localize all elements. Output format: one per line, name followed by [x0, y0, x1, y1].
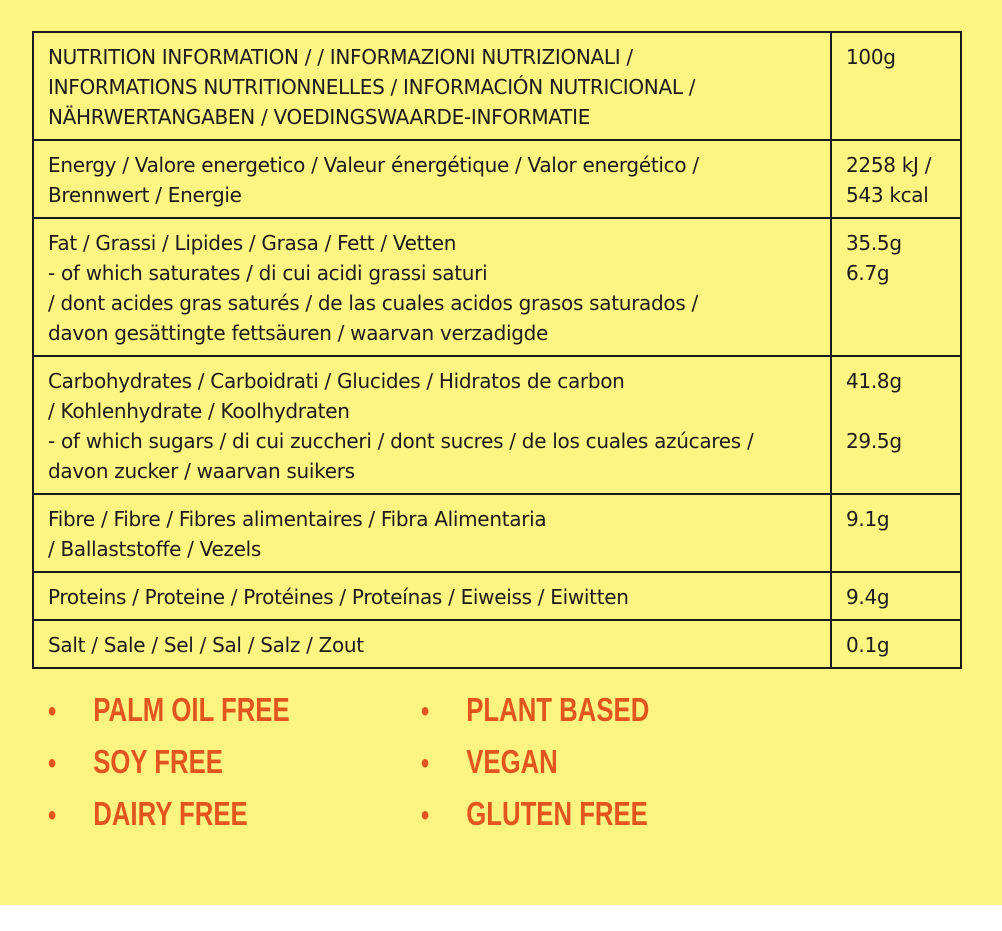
- row-value-cell: [831, 140, 961, 218]
- table-row-salt: [33, 620, 961, 668]
- row-label-line: davon zucker / waarvan suikers: [48, 459, 355, 483]
- bullet-icon: •: [421, 799, 430, 832]
- bullet-icon: •: [48, 799, 57, 832]
- table-header-row: [33, 32, 961, 140]
- bullet-icon: •: [421, 695, 430, 728]
- row-value-line: 9.4g: [846, 585, 890, 609]
- row-label-line: Fat / Grassi / Lipides / Grasa / Fett / Vetten: [48, 231, 457, 255]
- row-label-line: / dont acides gras saturés / de las cuales acidos grasos saturados /: [48, 291, 698, 315]
- claim-item: [421, 685, 649, 737]
- row-label-cell: [33, 140, 831, 218]
- row-label-line: Proteins / Proteine / Protéines / Proteínas / Eiweiss / Eiwitten: [48, 585, 629, 609]
- claim-label: PLANT BASED: [466, 691, 650, 728]
- row-value-line: 41.8g: [846, 369, 902, 393]
- row-label-cell: [33, 494, 831, 572]
- row-label-line: Energy / Valore energetico / Valeur énergétique / Valor energético /: [48, 153, 699, 177]
- claim-item: [421, 789, 649, 841]
- row-label-cell: [33, 572, 831, 620]
- row-value-cell: [831, 620, 961, 668]
- header-value-cell: [831, 32, 961, 140]
- claim-label: PALM OIL FREE: [93, 691, 290, 728]
- header-label-line: NÄHRWERTANGABEN / VOEDINGSWAARDE-INFORMATIE: [48, 105, 591, 129]
- row-label-line: Carbohydrates / Carboidrati / Glucides / Hidratos de carbon: [48, 369, 625, 393]
- header-label-cell: [33, 32, 831, 140]
- row-label-line: Salt / Sale / Sel / Sal / Salz / Zout: [48, 633, 364, 657]
- row-label-cell: [33, 218, 831, 356]
- row-value-line: 0.1g: [846, 633, 890, 657]
- claim-label: DAIRY FREE: [93, 795, 248, 832]
- bullet-icon: •: [421, 747, 430, 780]
- row-value-line: 9.1g: [846, 507, 890, 531]
- row-value-line: 543 kcal: [846, 183, 929, 207]
- bullet-icon: •: [48, 747, 57, 780]
- table-row-fibre: [33, 494, 961, 572]
- row-value-line: 6.7g: [846, 261, 890, 285]
- nutrition-table: [32, 31, 962, 669]
- row-label-line: / Ballaststoffe / Vezels: [48, 537, 262, 561]
- claim-label: VEGAN: [466, 743, 558, 780]
- row-label-line: davon gesättingte fettsäuren / waarvan verzadigde: [48, 321, 549, 345]
- row-value-cell: [831, 356, 961, 494]
- row-value-cell: [831, 572, 961, 620]
- claim-item: [48, 685, 290, 737]
- claim-item: [48, 789, 290, 841]
- row-value-line: 2258 kJ /: [846, 153, 932, 177]
- row-label-line: / Kohlenhydrate / Koolhydraten: [48, 399, 350, 423]
- table-row-carbohydrates: [33, 356, 961, 494]
- row-label-line: Brennwert / Energie: [48, 183, 242, 207]
- table-row-fat: [33, 218, 961, 356]
- row-value-line: 35.5g: [846, 231, 902, 255]
- row-label-cell: [33, 356, 831, 494]
- bullet-icon: •: [48, 695, 57, 728]
- header-value: 100g: [846, 45, 896, 69]
- row-label-cell: [33, 620, 831, 668]
- row-value-line: 29.5g: [846, 429, 902, 453]
- header-label-line: INFORMATIONS NUTRITIONNELLES / INFORMACIÓN NUTRICIONAL /: [48, 75, 696, 99]
- row-value-cell: [831, 494, 961, 572]
- claims-column-left: [48, 685, 290, 841]
- claim-label: SOY FREE: [93, 743, 223, 780]
- row-label-line: Fibre / Fibre / Fibres alimentaires / Fibra Alimentaria: [48, 507, 547, 531]
- header-label-line: NUTRITION INFORMATION / / INFORMAZIONI NUTRIZIONALI /: [48, 45, 633, 69]
- row-label-line: - of which saturates / di cui acidi grassi saturi: [48, 261, 488, 285]
- claim-label: GLUTEN FREE: [466, 795, 648, 832]
- row-value-cell: [831, 218, 961, 356]
- claim-item: [421, 737, 649, 789]
- claim-item: [48, 737, 290, 789]
- row-label-line: - of which sugars / di cui zuccheri / dont sucres / de los cuales azúcares /: [48, 429, 754, 453]
- row-value-spacer: [846, 396, 946, 426]
- table-row-energy: [33, 140, 961, 218]
- claims-column-right: [421, 685, 649, 841]
- table-row-proteins: [33, 572, 961, 620]
